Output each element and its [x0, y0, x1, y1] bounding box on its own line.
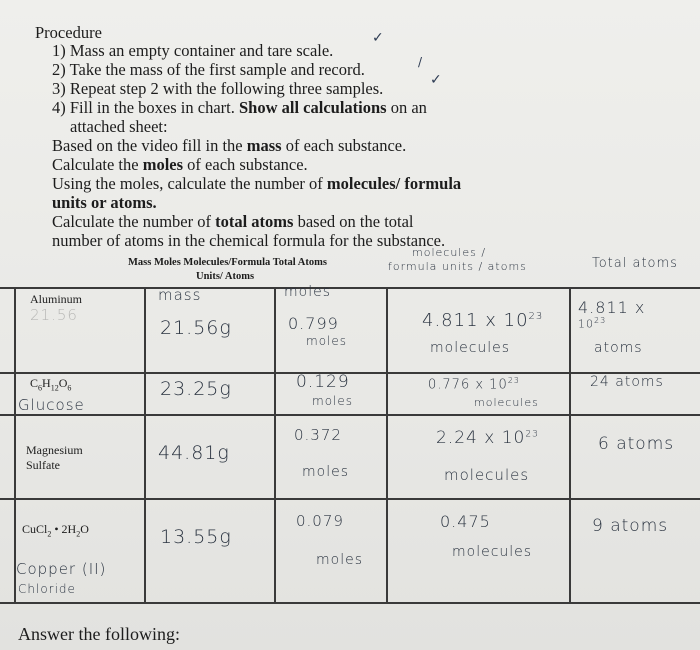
hand-mass-header: mass — [158, 286, 202, 304]
instruction-text-end: of each substance. — [187, 155, 308, 174]
total-atoms-copper-chloride: 9 atoms — [592, 516, 669, 536]
molecules-unit: molecules — [444, 466, 530, 484]
instruction-molecules-cont — [52, 192, 157, 213]
instruction-bold: total atoms — [215, 212, 294, 231]
mass-magnesium-sulfate: 44.81g — [158, 442, 230, 464]
procedure-title: Procedure — [35, 23, 102, 42]
hand-substance-chloride: Chloride — [18, 582, 76, 596]
hand-substance-copper: Copper (II) — [16, 560, 107, 578]
step-4-cont: attached sheet: — [70, 117, 168, 136]
hand-moles-header: moles — [284, 284, 331, 300]
substance-aluminum: Aluminum — [30, 292, 83, 306]
answer-heading: Answer the following: — [18, 624, 180, 644]
table-rule — [144, 287, 146, 603]
mass-copper-chloride: 13.55g — [160, 526, 232, 548]
checkmark-icon: / — [418, 55, 423, 69]
total-atoms-aluminum-2 — [578, 316, 606, 331]
total-atoms-unit: atoms — [594, 340, 643, 356]
hand-molecules-header-2: formula units / atoms — [388, 260, 527, 273]
substance-magnesium-sulfate: Magnesium — [26, 443, 83, 457]
table-rule — [14, 287, 16, 603]
table-header-printed-2: Units/ Atoms — [196, 271, 255, 282]
moles-unit: moles — [316, 552, 363, 568]
molecules-unit: molecules — [474, 396, 539, 409]
molecules-unit: molecules — [452, 544, 533, 560]
molecules-aluminum — [422, 310, 543, 331]
molecules-value: 2.24 x 10 — [436, 428, 526, 448]
mass-glucose: 23.25g — [160, 378, 232, 400]
moles-glucose: 0.129 — [296, 372, 350, 392]
molecules-magnesium-sulfate — [436, 428, 539, 448]
moles-unit: moles — [306, 334, 347, 348]
instruction-text: Calculate the number of — [52, 212, 211, 231]
step-4-text: 4) Fill in the boxes in chart. — [52, 98, 235, 117]
table-header-printed: Mass Moles Molecules/Formula Total Atoms — [128, 257, 327, 268]
hand-molecules-header: molecules / — [412, 246, 487, 259]
instruction-moles — [52, 154, 308, 175]
instruction-bold: units or atoms. — [52, 193, 157, 212]
moles-copper-chloride: 0.079 — [296, 512, 344, 530]
mass-aluminum: 21.56g — [160, 317, 232, 339]
hand-total-atoms-header: Total atoms — [592, 256, 678, 271]
table-rule — [0, 287, 700, 289]
molecules-value: 0.776 x 10 — [428, 377, 508, 393]
checkmark-icon: ✓ — [430, 72, 442, 88]
substance-copper-chloride: CuCl$_2$ • $2H_2O$ — [22, 522, 89, 539]
instruction-molecules — [52, 173, 461, 194]
instruction-bold: mass — [246, 136, 282, 155]
total-atoms-base: 10 — [578, 317, 594, 331]
instruction-bold: moles — [142, 155, 184, 174]
table-rule — [274, 287, 276, 603]
table-rule — [0, 498, 700, 500]
instruction-text-end: of each substance. — [285, 136, 407, 155]
molecules-unit: molecules — [430, 340, 511, 356]
instruction-mass — [52, 135, 406, 156]
molecules-value: 4.811 x 10 — [422, 310, 529, 331]
moles-aluminum: 0.799 — [288, 314, 339, 333]
molecules-exponent: 23 — [528, 311, 544, 322]
molecules-exponent: 23 — [507, 376, 520, 385]
step-4 — [52, 97, 427, 118]
instruction-text: Using the moles, calculate the number of — [52, 174, 323, 193]
total-atoms-magnesium-sulfate: 6 atoms — [598, 434, 675, 454]
total-atoms-exponent: 23 — [594, 316, 607, 325]
faint-mass-value: 21.56 — [30, 306, 78, 324]
instruction-bold: molecules/ formula — [326, 174, 462, 193]
molecules-exponent: 23 — [525, 429, 539, 440]
step-4-text-end: on an — [390, 98, 427, 117]
total-atoms-glucose: 24 atoms — [590, 374, 664, 390]
checkmark-icon: ✓ — [372, 30, 384, 46]
table-rule — [0, 414, 700, 416]
total-atoms-aluminum: 4.811 x — [578, 298, 646, 317]
moles-unit: moles — [302, 464, 349, 480]
molecules-glucose — [428, 376, 520, 392]
molecules-copper-chloride: 0.475 — [440, 512, 491, 531]
step-1: 1) Mass an empty container and tare scale. — [52, 41, 334, 60]
instruction-text: Based on the video fill in the — [52, 136, 243, 155]
table-rule — [569, 287, 571, 603]
instruction-text: Calculate the — [52, 155, 139, 174]
substance-magnesium-sulfate-2: Sulfate — [26, 458, 60, 472]
moles-unit: moles — [312, 394, 353, 408]
step-3: 3) Repeat step 2 with the following three samples. — [52, 79, 384, 98]
step-4-bold: Show all calculations — [238, 98, 387, 117]
substance-glucose: $C_6H_{12}O_6$ — [30, 376, 72, 393]
step-2: 2) Take the mass of the first sample and record. — [52, 60, 365, 79]
instruction-text-end: based on the total — [297, 212, 414, 231]
hand-substance-glucose: Glucose — [18, 396, 85, 414]
table-rule — [0, 602, 700, 604]
table-rule — [386, 287, 388, 603]
moles-magnesium-sulfate: 0.372 — [294, 426, 342, 444]
instruction-total-atoms — [52, 211, 414, 232]
instruction-formula: number of atoms in the chemical formula for the substance. — [52, 231, 446, 250]
